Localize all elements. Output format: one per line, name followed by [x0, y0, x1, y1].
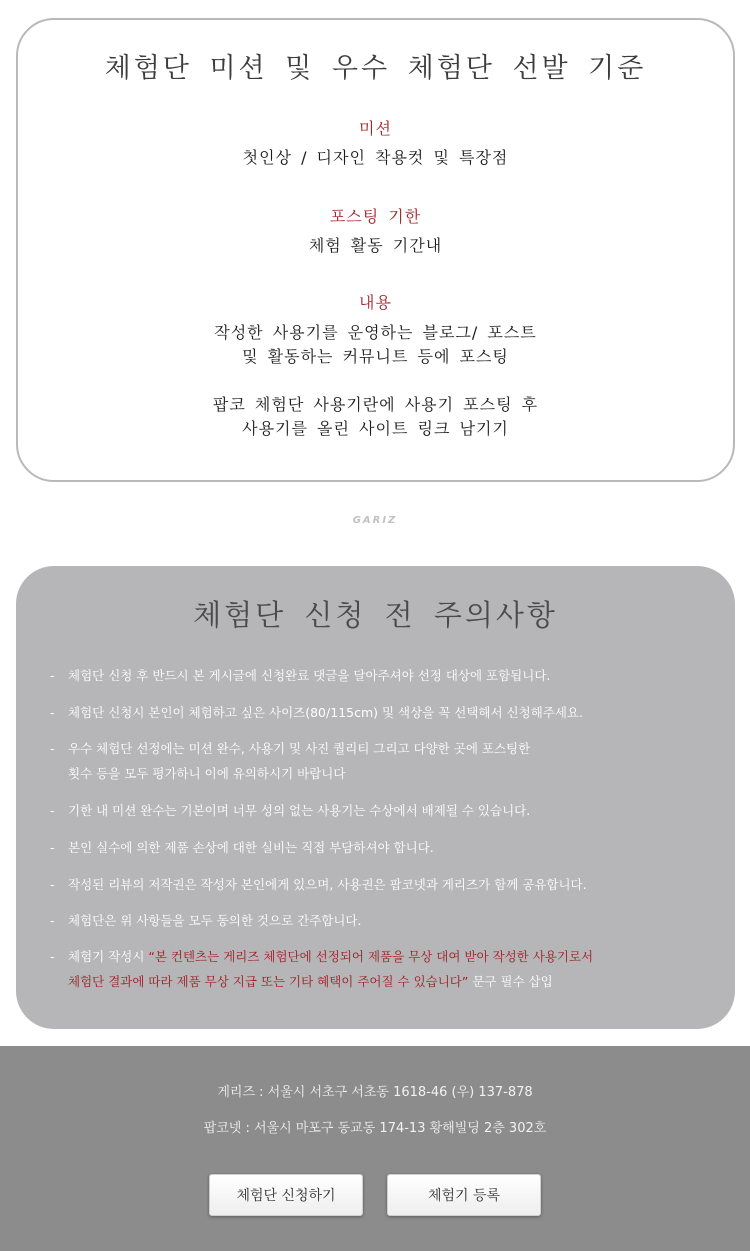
required-phrase-line-2: 체험단 결과에 따라 제품 무상 지급 또는 기타 혜택이 주어질 수 있습니다” — [68, 974, 469, 989]
gariz-address: 게리즈 : 서울시 서초구 서초동 1618-46 (우) 137-878 — [217, 1085, 533, 1100]
notice-item: - 체험단은 위 사항들을 모두 동의한 것으로 간주합니다. — [50, 913, 362, 928]
content-line-2: 및 활동하는 커뮤니트 등에 포스팅 — [242, 347, 509, 366]
notice-title: 체험단 신청 전 주의사항 — [193, 598, 558, 632]
content-line-4: 사용기를 올린 사이트 링크 남기기 — [242, 419, 509, 438]
notice-card — [16, 566, 735, 1029]
notice-item: - 작성된 리뷰의 저작권은 작성자 본인에게 있으며, 사용권은 팝코넷과 게리즈가 함께 공유합니다. — [50, 877, 587, 892]
notice-item: - 체험단 신청시 본인이 체험하고 싶은 사이즈(80/115cm) 및 색상을 꼭 선택해서 신청해주세요. — [50, 705, 583, 720]
notice-item: - 기한 내 미션 완수는 기본이며 너무 성의 없는 사용기는 수상에서 배제될 수 있습니다. — [50, 803, 531, 818]
notice-item-continued: 횟수 등을 모두 평가하니 이에 유의하시기 바랍니다 — [68, 766, 346, 781]
apply-experience-button[interactable]: 체험단 신청하기 — [209, 1174, 363, 1216]
required-phrase-line-1: “본 컨텐츠는 게리즈 체험단에 선정되어 제품을 무상 대여 받아 작성한 사용기로서 — [148, 949, 594, 964]
notice-item: - 체험단 신청 후 반드시 본 게시글에 신청완료 댓글을 달아주셔야 선정 대상에 포함됩니다. — [50, 663, 715, 688]
register-review-button[interactable]: 체험기 등록 — [387, 1174, 541, 1216]
mission-heading: 미션 — [359, 119, 392, 138]
content-line-1: 작성한 사용기를 운영하는 블로그/ 포스트 — [214, 323, 537, 342]
content-line-3: 팝코 체험단 사용기란에 사용기 포스팅 후 — [212, 395, 539, 414]
notice-item: - 본인 실수에 의한 제품 손상에 대한 실비는 직접 부담하셔야 합니다. — [50, 840, 434, 855]
criteria-card — [16, 18, 735, 482]
deadline-text: 체험 활동 기간내 — [308, 236, 443, 255]
popco-address: 팝코넷 : 서울시 마포구 동교동 174-13 황해빌딩 2층 302호 — [203, 1121, 547, 1136]
deadline-heading: 포스팅 기한 — [329, 207, 422, 226]
notice-item-required-phrase: - 체험기 작성시 “본 컨텐츠는 게리즈 체험단에 선정되어 제품을 무상 대여 받아 작성한 사용기로서 — [50, 949, 594, 964]
notice-item-required-phrase-continued: 체험단 결과에 따라 제품 무상 지급 또는 기타 혜택이 주어질 수 있습니다” 문구 필수 삽입 — [68, 974, 553, 989]
notice-item: - 우수 체험단 선정에는 미션 완수, 사용기 및 사진 퀄리티 그리고 다양한 곳에 포스팅한 — [50, 741, 531, 756]
dash-mark: - — [50, 668, 55, 683]
mission-text: 첫인상 / 디자인 착용컷 및 특장점 — [242, 148, 509, 167]
content-heading: 내용 — [359, 293, 392, 312]
footer — [0, 1046, 750, 1251]
criteria-title: 체험단 미션 및 우수 체험단 선발 기준 — [104, 53, 647, 84]
gariz-logo: GARIZ — [352, 515, 398, 526]
